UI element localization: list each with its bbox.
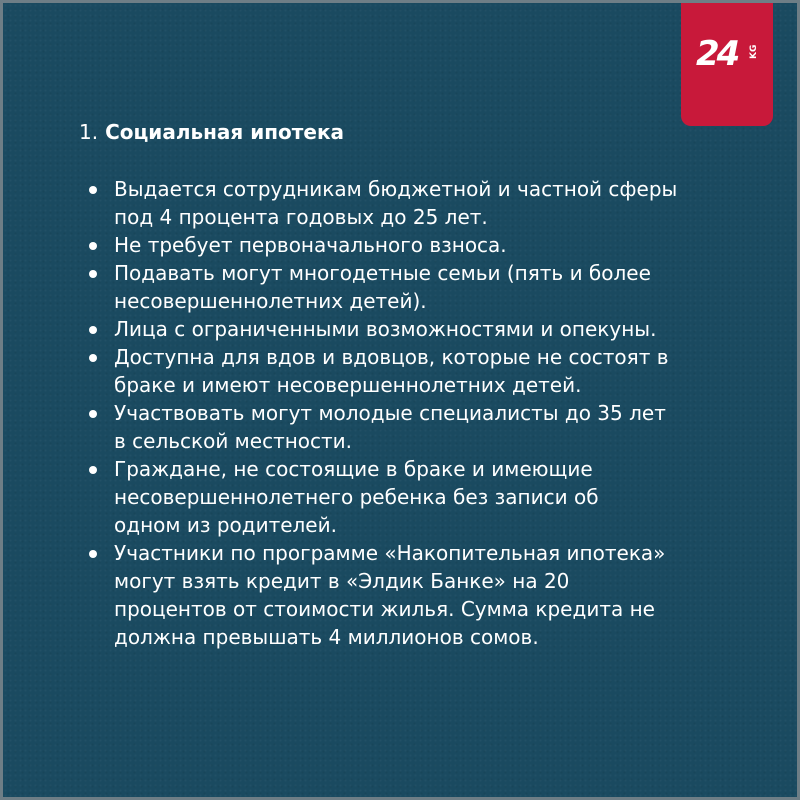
bullet-icon (89, 326, 97, 334)
logo-suffix: KG (749, 44, 759, 59)
list-item (85, 343, 725, 399)
list-item-text: Участники по программе «Накопительная ипотека» (114, 541, 666, 565)
list-item (85, 259, 725, 315)
bullet-icon (89, 550, 97, 558)
bullet-icon (89, 186, 97, 194)
heading-number: 1. (79, 120, 99, 144)
list-item-text: Доступна для вдов и вдовцов, которые не состоят в (114, 345, 669, 369)
logo-badge (681, 3, 773, 126)
list-item-text: одном из родителей. (114, 513, 337, 537)
heading-title: Социальная ипотека (105, 120, 345, 144)
list-item (85, 399, 725, 455)
bullet-icon (89, 270, 97, 278)
list-item-text: могут взять кредит в «Элдик Банке» на 20 (114, 569, 570, 593)
list-item-text: Выдается сотрудникам бюджетной и частной сферы (114, 177, 678, 201)
list-item-text: в сельской местности. (114, 429, 353, 453)
list-item-text: процентов от стоимости жилья. Сумма кредита не (114, 597, 655, 621)
list-item (85, 539, 725, 651)
bullet-icon (89, 466, 97, 474)
list-item-text: Не требует первоначального взноса. (114, 233, 507, 257)
list-item-text: несовершеннолетних детей). (114, 289, 427, 313)
section-heading (79, 118, 344, 146)
list-item (85, 315, 725, 343)
list-item-text: несовершеннолетнего ребенка без записи об (114, 485, 599, 509)
bullet-list (85, 175, 725, 651)
logo-number: 24 (696, 34, 738, 74)
list-item-text: браке и имеют несовершеннолетних детей. (114, 373, 582, 397)
list-item-text: Лица с ограниченными возможностями и опекуны. (114, 317, 657, 341)
list-item-text: Граждане, не состоящие в браке и имеющие (114, 457, 593, 481)
bullet-icon (89, 410, 97, 418)
list-item-text: Подавать могут многодетные семьи (пять и более (114, 261, 651, 285)
info-card (3, 3, 797, 797)
list-item (85, 455, 725, 539)
list-item-text: Участвовать могут молодые специалисты до 35 лет (114, 401, 666, 425)
list-item (85, 175, 725, 231)
list-item (85, 231, 725, 259)
list-item-text: должна превышать 4 миллионов сомов. (114, 625, 539, 649)
list-item-text: под 4 процента годовых до 25 лет. (114, 205, 488, 229)
bullet-icon (89, 242, 97, 250)
bullet-icon (89, 354, 97, 362)
